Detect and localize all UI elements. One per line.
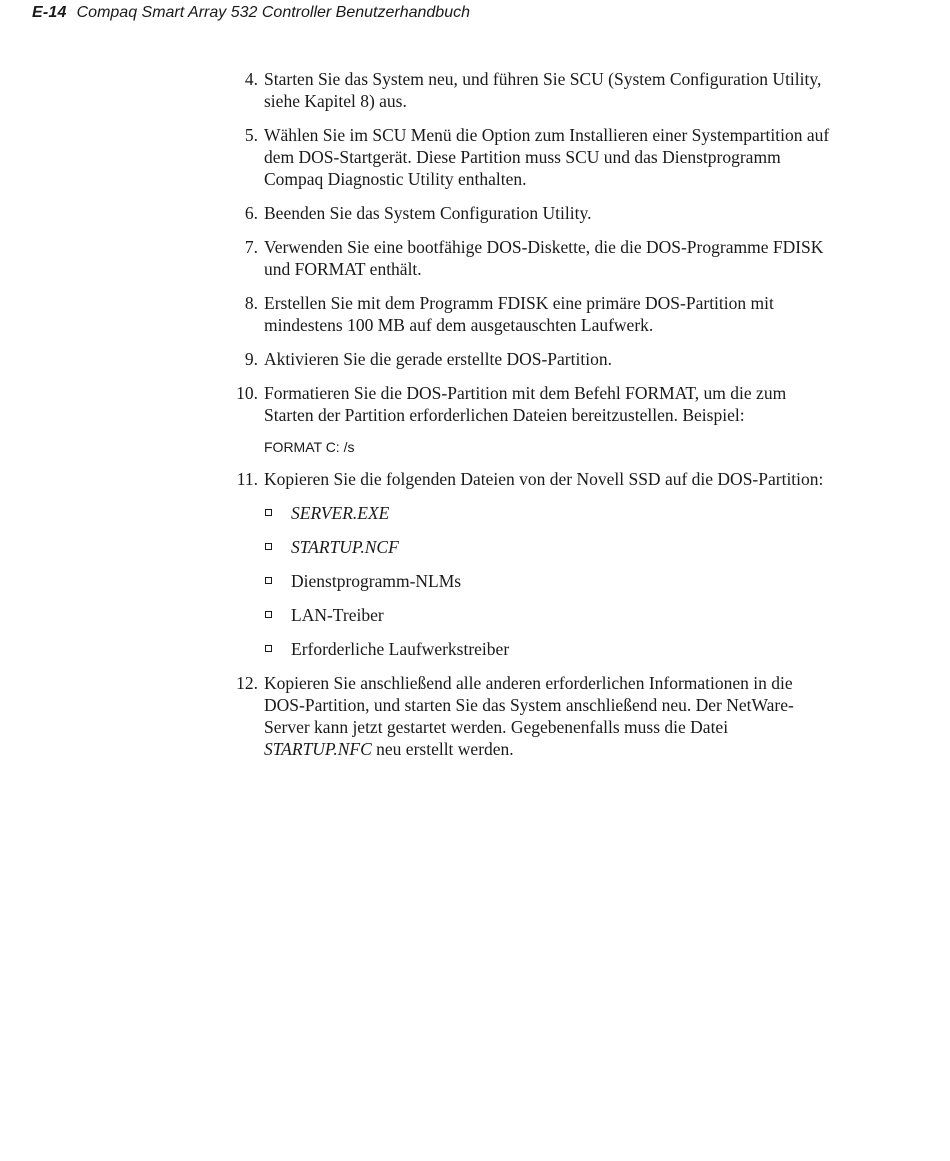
step-text-part: neu erstellt werden. xyxy=(371,739,514,759)
checkbox-bullet-icon xyxy=(265,645,272,652)
step-11 xyxy=(232,468,832,490)
checkbox-bullet-icon xyxy=(265,509,272,516)
page-number: E-14 xyxy=(32,4,67,21)
step-number: 9. xyxy=(244,349,258,369)
step-number: 5. xyxy=(244,125,258,145)
step-number: 11. xyxy=(236,469,258,489)
step-text: Aktivieren Sie die gerade erstellte DOS-Partition. xyxy=(264,349,612,369)
step-10 xyxy=(232,382,832,426)
step-text: Formatieren Sie die DOS-Partition mit dem Befehl FORMAT, um die zum Starten der Partition erforderlichen Dateien bereitzustellen. Beispiel: xyxy=(264,383,787,425)
file-name: Dienstprogramm-NLMs xyxy=(291,571,462,591)
list-item xyxy=(264,536,832,558)
code-example: FORMAT C: /s xyxy=(264,439,355,455)
step-number: 4. xyxy=(244,69,258,89)
step-12 xyxy=(232,672,832,760)
step-text: Erstellen Sie mit dem Programm FDISK eine primäre DOS-Partition mit mindestens 100 MB auf dem ausgetauschten Laufwerk. xyxy=(264,293,774,335)
file-name: Erforderliche Laufwerkstreiber xyxy=(291,639,510,659)
step-9 xyxy=(232,348,832,370)
step-text: Wählen Sie im SCU Menü die Option zum Installieren einer Systempartition auf dem DOS-Startgerät. Diese Partition muss SCU und das Dienstprogramm Compaq Diagnostic Utility enthalten. xyxy=(264,125,830,189)
list-item xyxy=(264,638,832,660)
file-list xyxy=(264,502,832,660)
step-number: 12. xyxy=(236,673,258,693)
list-item xyxy=(264,604,832,626)
file-name-inline: STARTUP.NFC xyxy=(264,739,372,759)
step-number: 7. xyxy=(244,237,258,257)
step-text: Verwenden Sie eine bootfähige DOS-Diskette, die die DOS-Programme FDISK und FORMAT enthält. xyxy=(264,237,824,279)
checkbox-bullet-icon xyxy=(265,543,272,550)
page-header xyxy=(32,2,470,24)
step-text xyxy=(264,673,794,759)
step-text: Kopieren Sie die folgenden Dateien von der Novell SSD auf die DOS-Partition: xyxy=(264,469,824,489)
step-number: 10. xyxy=(236,383,258,403)
document-title: Compaq Smart Array 532 Controller Benutzerhandbuch xyxy=(76,4,470,21)
list-item xyxy=(264,570,832,592)
step-text: Starten Sie das System neu, und führen Sie SCU (System Configuration Utility, siehe Kapitel 8) aus. xyxy=(264,69,822,111)
file-name: STARTUP.NCF xyxy=(291,537,399,557)
step-7 xyxy=(232,236,832,280)
list-item xyxy=(264,502,832,524)
step-number: 8. xyxy=(244,293,258,313)
file-name: SERVER.EXE xyxy=(291,503,390,523)
checkbox-bullet-icon xyxy=(265,577,272,584)
step-4 xyxy=(232,68,832,112)
file-name: LAN-Treiber xyxy=(291,605,384,625)
checkbox-bullet-icon xyxy=(265,611,272,618)
step-number: 6. xyxy=(244,203,258,223)
step-text-part: Kopieren Sie anschließend alle anderen erforderlichen Informationen in die DOS-Partition, und starten Sie das System anschließend neu. Der NetWare-Server kann jetzt gestartet werden. Gegebenenfalls muss die Datei xyxy=(264,673,794,737)
step-6 xyxy=(232,202,832,224)
page-content xyxy=(232,68,832,772)
step-text: Beenden Sie das System Configuration Utility. xyxy=(264,203,592,223)
step-8 xyxy=(232,292,832,336)
step-5 xyxy=(232,124,832,190)
